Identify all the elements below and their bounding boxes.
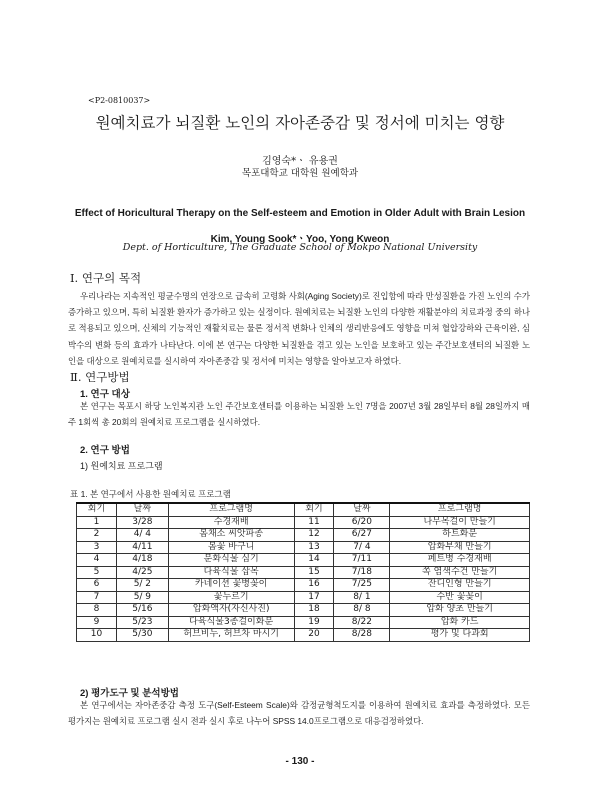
table-cell: 8/ 1 bbox=[334, 591, 390, 604]
table-cell: 수경재배 bbox=[168, 516, 294, 529]
table-cell: 16 bbox=[294, 579, 334, 592]
table-cell: 13 bbox=[294, 541, 334, 554]
table-cell: 허브비누, 허브차 마시기 bbox=[168, 629, 294, 642]
table-cell: 4/18 bbox=[116, 554, 168, 567]
table-cell: 2 bbox=[77, 529, 117, 542]
table-cell: 3 bbox=[77, 541, 117, 554]
table-cell: 잔디인형 만들기 bbox=[390, 579, 530, 592]
table-header: 날짜 bbox=[116, 503, 168, 516]
table-cell: 다육식물3종걸이화분 bbox=[168, 616, 294, 629]
table-cell: 11 bbox=[294, 516, 334, 529]
table-cell: 봄꽃 바구니 bbox=[168, 541, 294, 554]
table-row bbox=[77, 616, 530, 629]
table-cell: 7 bbox=[77, 591, 117, 604]
sub2-step: 1) 원예치료 프로그램 bbox=[80, 461, 163, 471]
table-cell: 6 bbox=[77, 579, 117, 592]
table-cell: 6/20 bbox=[334, 516, 390, 529]
table-cell: 압화부채 만들기 bbox=[390, 541, 530, 554]
table-cell: 압화 카드 bbox=[390, 616, 530, 629]
table-cell: 수반 꽃꽂이 bbox=[390, 591, 530, 604]
section1-text: 우리나라는 지속적인 평균수명의 연장으로 급속히 고령화 사회(Aging Society)로 진입함에 따라 만성질환을 가진 노인의 수가 증가하고 있으며, 특히 뇌질환 환자가 증가하고 있는 실정이다. 원예치료는 뇌질환 노인의 다양한 재활분야의 치료과정 중의 하나로 적용되고 있으며, 신체의 기능적인 재활치료는 물론 정서적 변화나 인체의 생리반응에도 영향을 미쳐 혈압강하와 근육이완, 심박수의 변화 등의 효과가 나타난다. 이에 본 연구는 다양한 뇌질환을 겪고 있는 노인을 보호하고 있는 주간보호센터의 뇌질환 노인을 대상으로 원예치료를 실시하여 자아존중감 및 정서에 미치는 영향을 알아보고자 하였다. bbox=[68, 291, 530, 366]
table-cell: 8 bbox=[77, 604, 117, 617]
table-cell: 4/25 bbox=[116, 566, 168, 579]
table-cell: 5/16 bbox=[116, 604, 168, 617]
table-cell: 7/25 bbox=[334, 579, 390, 592]
table-cell: 12 bbox=[294, 529, 334, 542]
table-header: 프로그램명 bbox=[390, 503, 530, 516]
section1-heading: Ⅰ. 연구의 목적 bbox=[70, 271, 142, 285]
english-authors: Kim, Young Sook*ㆍYoo, Yong Kweon bbox=[210, 234, 390, 245]
sub1-heading: 1. 연구 대상 bbox=[80, 389, 130, 400]
english-affiliation: Dept. of Horticulture, The Graduate School of Mokpo National University bbox=[122, 242, 478, 253]
table-cell: 18 bbox=[294, 604, 334, 617]
table-cell: 6/27 bbox=[334, 529, 390, 542]
table-cell: 1 bbox=[77, 516, 117, 529]
authors: 김영숙*ㆍ 유용권 bbox=[262, 156, 338, 167]
section1-paragraph bbox=[68, 288, 530, 369]
table-cell: 압화액자(자신사진) bbox=[168, 604, 294, 617]
table-cell: 페트병 수경재배 bbox=[390, 554, 530, 567]
table-header: 날짜 bbox=[334, 503, 390, 516]
table-caption: 표 1. 본 연구에서 사용한 원예치료 프로그램 bbox=[70, 489, 231, 499]
table-cell: 14 bbox=[294, 554, 334, 567]
program-table bbox=[76, 502, 530, 642]
table-cell: 7/11 bbox=[334, 554, 390, 567]
table-cell: 8/28 bbox=[334, 629, 390, 642]
table-cell: 17 bbox=[294, 591, 334, 604]
sub3-paragraph bbox=[68, 697, 530, 729]
affiliation: 목포대학교 대학원 원예학과 bbox=[241, 168, 359, 179]
table-header-row bbox=[77, 503, 530, 516]
table-row bbox=[77, 604, 530, 617]
table-cell: 4/ 4 bbox=[116, 529, 168, 542]
table-cell: 다육식물 삽목 bbox=[168, 566, 294, 579]
table-cell: 19 bbox=[294, 616, 334, 629]
sub3-heading: 2) 평가도구 및 분석방법 bbox=[80, 688, 179, 699]
table-cell: 하트화분 bbox=[390, 529, 530, 542]
table-cell: 8/ 8 bbox=[334, 604, 390, 617]
table-cell: 3/28 bbox=[116, 516, 168, 529]
table-cell: 꽃누르기 bbox=[168, 591, 294, 604]
table-cell: 15 bbox=[294, 566, 334, 579]
table-row bbox=[77, 516, 530, 529]
table-body bbox=[77, 516, 530, 641]
table-cell: 5/30 bbox=[116, 629, 168, 642]
table-cell: 9 bbox=[77, 616, 117, 629]
section2-heading: Ⅱ. 연구방법 bbox=[70, 370, 130, 384]
table-cell: 4/11 bbox=[116, 541, 168, 554]
table-cell: 7/ 4 bbox=[334, 541, 390, 554]
table-cell: 카네이션 꽃병꽂이 bbox=[168, 579, 294, 592]
table-cell: 5/23 bbox=[116, 616, 168, 629]
paper-title: 원예치료가 뇌질환 노인의 자아존중감 및 정서에 미치는 영향 bbox=[95, 114, 505, 132]
table-cell: 10 bbox=[77, 629, 117, 642]
table-row bbox=[77, 554, 530, 567]
page-number: - 130 - bbox=[285, 756, 315, 767]
table-header: 프로그램명 bbox=[168, 503, 294, 516]
table-row bbox=[77, 566, 530, 579]
table-cell: 20 bbox=[294, 629, 334, 642]
table-cell: 5/ 2 bbox=[116, 579, 168, 592]
table-cell: 5 bbox=[77, 566, 117, 579]
paper-code: <P2-0810037> bbox=[88, 96, 151, 105]
table-cell: 쪽 염색수건 만들기 bbox=[390, 566, 530, 579]
table-row bbox=[77, 541, 530, 554]
table-cell: 나무목걸이 만들기 bbox=[390, 516, 530, 529]
table-cell: 평가 및 다과회 bbox=[390, 629, 530, 642]
sub1-paragraph bbox=[68, 398, 530, 430]
table-cell: 분화식물 심기 bbox=[168, 554, 294, 567]
table-row bbox=[77, 591, 530, 604]
table-cell: 4 bbox=[77, 554, 117, 567]
english-title: Effect of Horicultural Therapy on the Self-esteem and Emotion in Older Adult with Brain Lesion bbox=[74, 208, 526, 219]
table-cell: 봄채소 씨앗파종 bbox=[168, 529, 294, 542]
table-row bbox=[77, 629, 530, 642]
table-cell: 압화 양초 만들기 bbox=[390, 604, 530, 617]
table-cell: 8/22 bbox=[334, 616, 390, 629]
table-header: 회기 bbox=[77, 503, 117, 516]
table-header: 회기 bbox=[294, 503, 334, 516]
table-row bbox=[77, 529, 530, 542]
sub3-text: 본 연구에서는 자아존중감 측정 도구(Self-Esteem Scale)와 감정균형척도지를 이용하여 원예치료 효과를 측정하였다. 모든 평가지는 원예치료 프로그램 실시 전과 실시 후로 나누어 SPSS 14.0프로그램으로 대응검정하였다. bbox=[68, 700, 530, 727]
table-cell: 5/ 9 bbox=[116, 591, 168, 604]
table-cell: 7/18 bbox=[334, 566, 390, 579]
sub1-text: 본 연구는 목포시 하당 노인복지관 노인 주간보호센터를 이용하는 뇌질환 노인 7명을 2007년 3월 28일부터 8월 28일까지 매주 1회씩 총 20회의 원예치료 프로그램을 실시하였다. bbox=[68, 401, 530, 428]
table-row bbox=[77, 579, 530, 592]
sub2-heading: 2. 연구 방법 bbox=[80, 445, 130, 456]
